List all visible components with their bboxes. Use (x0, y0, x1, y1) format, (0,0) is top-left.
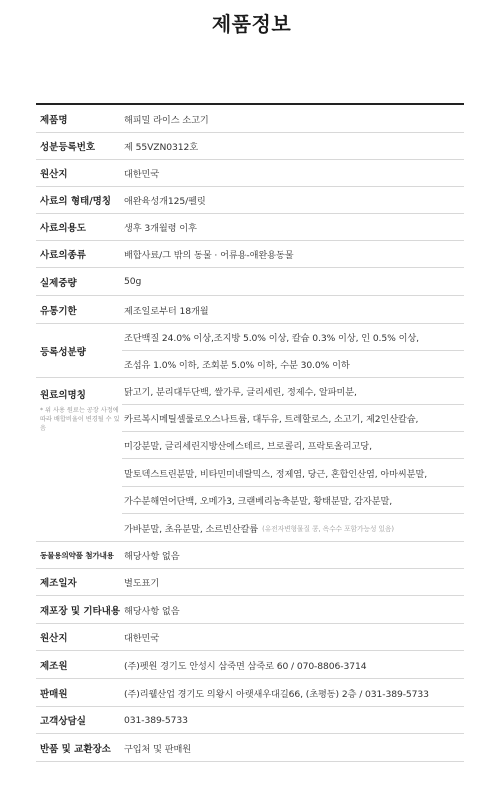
row-value: 50g (124, 276, 142, 287)
row-value: 생후 3개월령 이후 (124, 223, 197, 234)
page-title: 제품정보 (211, 12, 292, 36)
material-line: 카르복시메틸셀룰로오스나트륨, 대두유, 트레할로스, 소고기, 제2인산칼슘, (122, 405, 464, 432)
row-veterinary-additives (36, 542, 464, 569)
row-label: 재포장 및 기타내용 (40, 605, 121, 617)
row-value: 제조일로부터 18개월 (124, 305, 209, 317)
raw-materials-note: * 위 사용 원료는 공장 사정에 따라 배합비율이 변경될 수 있음 (40, 407, 120, 432)
row-label: 제품명 (40, 114, 68, 126)
row-value: 031-389-5733 (124, 714, 188, 726)
row-manufacture-date (36, 569, 464, 596)
row-registration-number (36, 133, 464, 160)
row-label: 사료의종류 (40, 250, 86, 261)
material-line: 미강분말, 글리세린지방산에스테르, 브로콜리, 프락토올리고당, (122, 432, 464, 459)
row-origin (36, 160, 464, 187)
row-label: 제조일자 (40, 578, 77, 589)
material-line: 말토덱스트린분말, 비타민미네랄믹스, 정제염, 당근, 혼합인산염, 아마씨분말, (122, 459, 464, 487)
row-label: 동물용의약품 첨가내용 (40, 550, 114, 560)
row-value: 해당사항 없음 (124, 551, 180, 562)
row-customer-service (36, 707, 464, 734)
row-label: 판매원 (40, 688, 68, 700)
row-value: 해피밀 라이스 소고기 (124, 114, 209, 126)
row-label: 원산지 (40, 633, 68, 644)
row-label: 실제중량 (40, 277, 77, 289)
row-value: (주)리웰산업 경기도 의왕시 아랫새우대길66, (초평동) 2층 / 031-389-5733 (124, 688, 429, 700)
gmo-note: (유전자변형물질 콩, 옥수수 포함가능성 있음) (262, 524, 394, 533)
row-manufacturer (36, 651, 464, 679)
product-info-table (36, 103, 464, 762)
row-value: (주)펫원 경기도 안성시 삼죽면 삼죽로 60 / 070-8806-3714 (124, 660, 367, 672)
row-label: 제조원 (40, 660, 68, 672)
row-label: 반품 및 교환장소 (40, 743, 111, 755)
material-text: 가바분말, 초유분말, 소르빈산칼륨 (124, 523, 259, 535)
row-label: 등록성분량 (40, 346, 86, 358)
row-value: 배합사료/그 밖의 동물 · 어류용-애완용동물 (124, 250, 294, 261)
material-line: 가수분해연어단백, 오메가3, 크랜베리농축분말, 황태분말, 감자분말, (122, 487, 464, 514)
ingredient-line: 조단백질 24.0% 이상,조지방 5.0% 이상, 칼슘 0.3% 이상, 인 0.5% 이상, (122, 324, 464, 351)
row-repackaging (36, 596, 464, 624)
row-feed-type (36, 241, 464, 268)
row-value: 별도표기 (124, 578, 160, 589)
row-value: 대한민국 (124, 169, 160, 180)
material-line-last (122, 514, 464, 541)
row-value-list (122, 378, 464, 541)
row-label: 성분등록번호 (40, 142, 96, 153)
row-value: 제 55VZN0312호 (124, 142, 198, 153)
row-origin-2 (36, 624, 464, 651)
row-raw-materials (36, 378, 464, 542)
row-label: 원산지 (40, 169, 68, 180)
row-label: 유통기한 (40, 305, 77, 317)
row-expiry (36, 296, 464, 324)
row-value: 구입처 및 판매원 (124, 743, 192, 755)
row-label: 원료의명칭 (40, 390, 86, 401)
row-feed-purpose (36, 214, 464, 241)
row-value-list (122, 324, 464, 377)
row-feed-form (36, 187, 464, 214)
row-label: 사료의용도 (40, 223, 86, 234)
row-distributor (36, 679, 464, 707)
row-value: 대한민국 (124, 633, 160, 644)
row-label: 고객상담실 (40, 716, 86, 727)
row-net-weight (36, 268, 464, 296)
row-value: 해당사항 없음 (124, 605, 180, 617)
material-line: 닭고기, 분리대두단백, 쌀가루, 글리세린, 정제수, 알파미분, (122, 378, 464, 405)
row-product-name (36, 105, 464, 133)
ingredient-line: 조섬유 1.0% 이하, 조회분 5.0% 이하, 수분 30.0% 이하 (124, 360, 350, 371)
row-label: 사료의 형태/명칭 (40, 196, 112, 207)
row-value: 애완육성개125/펠릿 (124, 196, 206, 207)
row-label-block (36, 378, 122, 541)
row-returns (36, 734, 464, 762)
row-registered-ingredients (36, 324, 464, 378)
